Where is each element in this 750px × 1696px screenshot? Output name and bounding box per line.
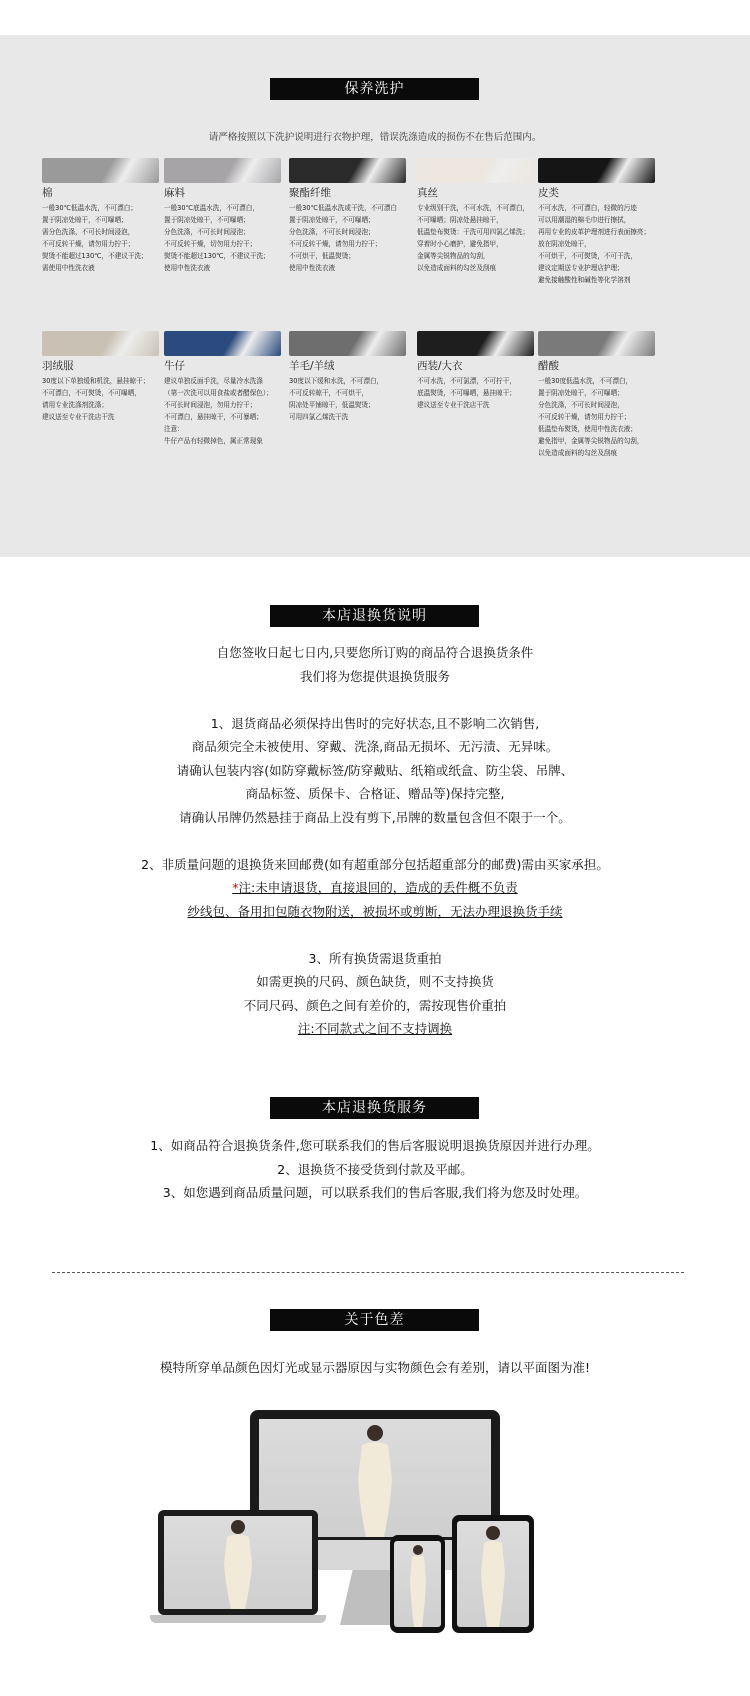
- spacer-line: [0, 923, 750, 947]
- fabric-item: [164, 331, 289, 447]
- service-text: [0, 1134, 750, 1205]
- laptop: [158, 1510, 318, 1615]
- fabric-swatch: [42, 158, 159, 183]
- fabric-care-instructions: 一般30℃底温水洗，不可漂白， 置于阴凉处晾干，不可曝晒； 分色洗涤，不可长时间浸泡； 不可反转干燥，切勿用力拧干； 熨烫不能超过130℃，不建议干洗； 使用中性洗衣液: [164, 204, 270, 272]
- phone: [390, 1535, 445, 1633]
- model-figure-icon: [340, 1419, 410, 1537]
- returns-line: 3、所有换货需退货重拍: [308, 950, 442, 966]
- dashed-divider: [52, 1272, 684, 1273]
- fabric-item: [164, 158, 289, 274]
- returns-line: 商品标签、质保卡、合格证、赠品等)保持完整,: [245, 786, 505, 801]
- returns-line: 不同尺码、颜色之间有差价的，需按现售价重拍: [243, 997, 507, 1013]
- fabric-name: 真丝: [417, 187, 438, 199]
- care-section: [0, 35, 750, 557]
- model-figure-icon: [471, 1521, 515, 1627]
- fabric-item: [289, 331, 414, 423]
- fabric-name: 西装/大衣: [417, 360, 463, 372]
- spacer-line: [0, 829, 750, 853]
- fabric-care-instructions: 30度以下单独缓和机洗，悬挂晾干； 不可漂白，不可熨烫，不可曝晒， 请用专业洗涤剂洗涤； 建议送至专业干洗店干洗: [42, 377, 150, 421]
- fabric-care-instructions: 30度以下缓和水洗，不可漂白， 不可反转晾干，不可烘干， 阴凉处平铺晾干，低温熨烫； 可用四氯乙烯洗干洗: [289, 377, 384, 421]
- fabric-swatch: [538, 331, 655, 356]
- service-line: 2、退换货不接受货到付款及平邮。: [277, 1161, 473, 1177]
- note-text: 注:未申请退货，直接退回的，造成的丢件概不负责: [238, 880, 518, 895]
- fabric-name: 羽绒服: [42, 360, 74, 372]
- service-line: 1、如商品符合退换货条件,您可联系我们的售后客服说明退换货原因并进行办理。: [150, 1138, 600, 1153]
- returns-line: 请确认包装内容(如防穿戴标签/防穿戴贴、纸箱或纸盒、防尘袋、吊牌、: [176, 762, 574, 778]
- returns-line: 注:不同款式之间不支持调换: [297, 1021, 453, 1036]
- color-note-text: 模特所穿单品颜色因灯光或显示器原因与实物颜色会有差别，请以平面图为准!: [159, 1360, 590, 1375]
- fabric-swatch: [164, 158, 281, 183]
- returns-line: 自您签收日起七日内,只要您所订购的商品符合退换货条件: [216, 645, 534, 660]
- color-title: 关于色差: [270, 1309, 479, 1331]
- fabric-care-instructions: 不可水洗，不可氯漂，不可拧干， 底温熨烫，不可曝晒，悬挂晾干； 建议送至专业干洗店干洗: [417, 377, 516, 409]
- fabric-swatch: [538, 158, 655, 183]
- care-title: 保养洗护: [270, 78, 479, 100]
- returns-title: 本店退换货说明: [270, 605, 479, 627]
- fabric-item: [417, 331, 542, 411]
- fabric-item: [417, 158, 542, 274]
- returns-line: 1、退货商品必须保持出售时的完好状态,且不影响二次销售,: [210, 715, 540, 731]
- returns-line: 请确认吊牌仍然悬挂于商品上没有剪下,吊牌的数量包含但不限于一个。: [179, 809, 571, 825]
- note-asterisk: *: [232, 880, 239, 895]
- fabric-item: [42, 331, 167, 423]
- fabric-care-instructions: 一般30度低温水洗，不可漂白， 置于阴凉处晾干，不可曝晒； 分色洗涤，不可长时间浸泡， 不可反转干燥，请勿用力拧干； 低温垫布熨烫，使用中性洗衣液； 避免指甲，金属等尖锐物品的勾刮， 以免造成面料的勾丝及刮痕: [538, 377, 644, 457]
- fabric-name: 羊毛/羊绒: [289, 360, 335, 372]
- returns-line: [0, 876, 750, 900]
- model-figure-icon: [210, 1516, 266, 1609]
- fabric-care-instructions: 一般30℃低温水洗或干洗，不可漂白 置于阴凉处晾干，不可曝晒； 分色洗涤，不可长时间浸泡； 不可反转干燥，请勿用力拧干； 不可烘干，低温熨烫； 使用中性洗衣液: [289, 204, 398, 272]
- fabric-item: [538, 331, 663, 459]
- tablet-screen: [457, 1521, 529, 1627]
- model-figure-icon: [403, 1541, 433, 1627]
- fabric-swatch: [289, 331, 406, 356]
- fabric-care-instructions: 建议单独反面手洗，尽量冷水洗涤 （第一次洗可以用食盐或者醋保色）； 不可长时间浸泡，勿用力拧干； 不可漂白，悬挂晾干，不可暴晒； 注意： 牛仔产品有轻微掉色，属正常现象: [164, 377, 273, 445]
- fabric-care-instructions: 不可水洗，不可漂白，轻微的污迹 可以用潮湿的棉毛巾进行擦拭， 再用专业的皮革护理剂进行表面擦亮； 放在阴凉处晾干， 不可烘干，不可熨烫，不可干洗， 建议定期送专业护理店护理； 避免接触酸性和碱性等化学溶剂: [538, 204, 651, 284]
- fabric-care-instructions: 一般30℃低温水洗，不可漂白； 置于阴凉处晾干，不可曝晒； 需分色洗涤，不可长时间浸泡， 不可反转干燥，请勿用力拧干； 熨烫不能超过130℃，不建议干洗； 需使用中性洗衣液: [42, 204, 148, 272]
- returns-line: 纱线包、备用扣包随衣物附送，被损坏或剪断，无法办理退换货手续: [187, 903, 563, 919]
- service-line: 3、如您遇到商品质量问题，可以联系我们的售后客服,我们将为您及时处理。: [162, 1185, 588, 1200]
- fabric-item: [289, 158, 414, 274]
- color-note: [0, 1356, 750, 1380]
- fabric-name: 皮类: [538, 187, 559, 199]
- service-title: 本店退换货服务: [270, 1097, 479, 1119]
- returns-line: 如需更换的尺码、颜色缺货，则不支持换货: [256, 974, 494, 989]
- care-subtitle: 请严格按照以下洗护说明进行衣物护理，错误洗涤造成的损伤不在售后范围内。: [208, 132, 542, 143]
- fabric-name: 牛仔: [164, 360, 185, 372]
- returns-line: 商品须完全未被使用、穿戴、洗涤,商品无损坏、无污渍、无异味。: [191, 739, 559, 754]
- fabric-item: [538, 158, 663, 286]
- fabric-item: [42, 158, 167, 274]
- phone-screen: [394, 1541, 441, 1627]
- fabric-swatch: [417, 158, 534, 183]
- laptop-base: [150, 1615, 326, 1623]
- fabric-name: 聚酯纤维: [289, 187, 331, 199]
- returns-line: 2、非质量问题的退换货来回邮费(如有超重部分包括超重部分的邮费)需由买家承担。: [141, 856, 609, 872]
- fabric-swatch: [164, 331, 281, 356]
- laptop-screen: [164, 1516, 312, 1609]
- spacer-line: [0, 688, 750, 712]
- returns-line: 我们将为您提供退换货服务: [299, 668, 450, 684]
- fabric-swatch: [289, 158, 406, 183]
- fabric-care-instructions: 专业级别干洗，不可水洗，不可漂白， 不可曝晒；阴凉处悬挂晾干， 低温垫布熨烫：干洗可用四氯乙烯洗； 穿着时小心磨护，避免指甲， 金属等尖锐物品的勾刮， 以免造成面料的勾丝及刮痕: [417, 204, 530, 272]
- returns-text: [0, 641, 750, 1041]
- fabric-name: 麻料: [164, 187, 185, 199]
- tablet: [452, 1515, 534, 1633]
- fabric-swatch: [417, 331, 534, 356]
- devices-illustration: [150, 1410, 610, 1645]
- fabric-name: 棉: [42, 187, 53, 199]
- fabric-name: 醋酸: [538, 360, 559, 372]
- fabric-swatch: [42, 331, 159, 356]
